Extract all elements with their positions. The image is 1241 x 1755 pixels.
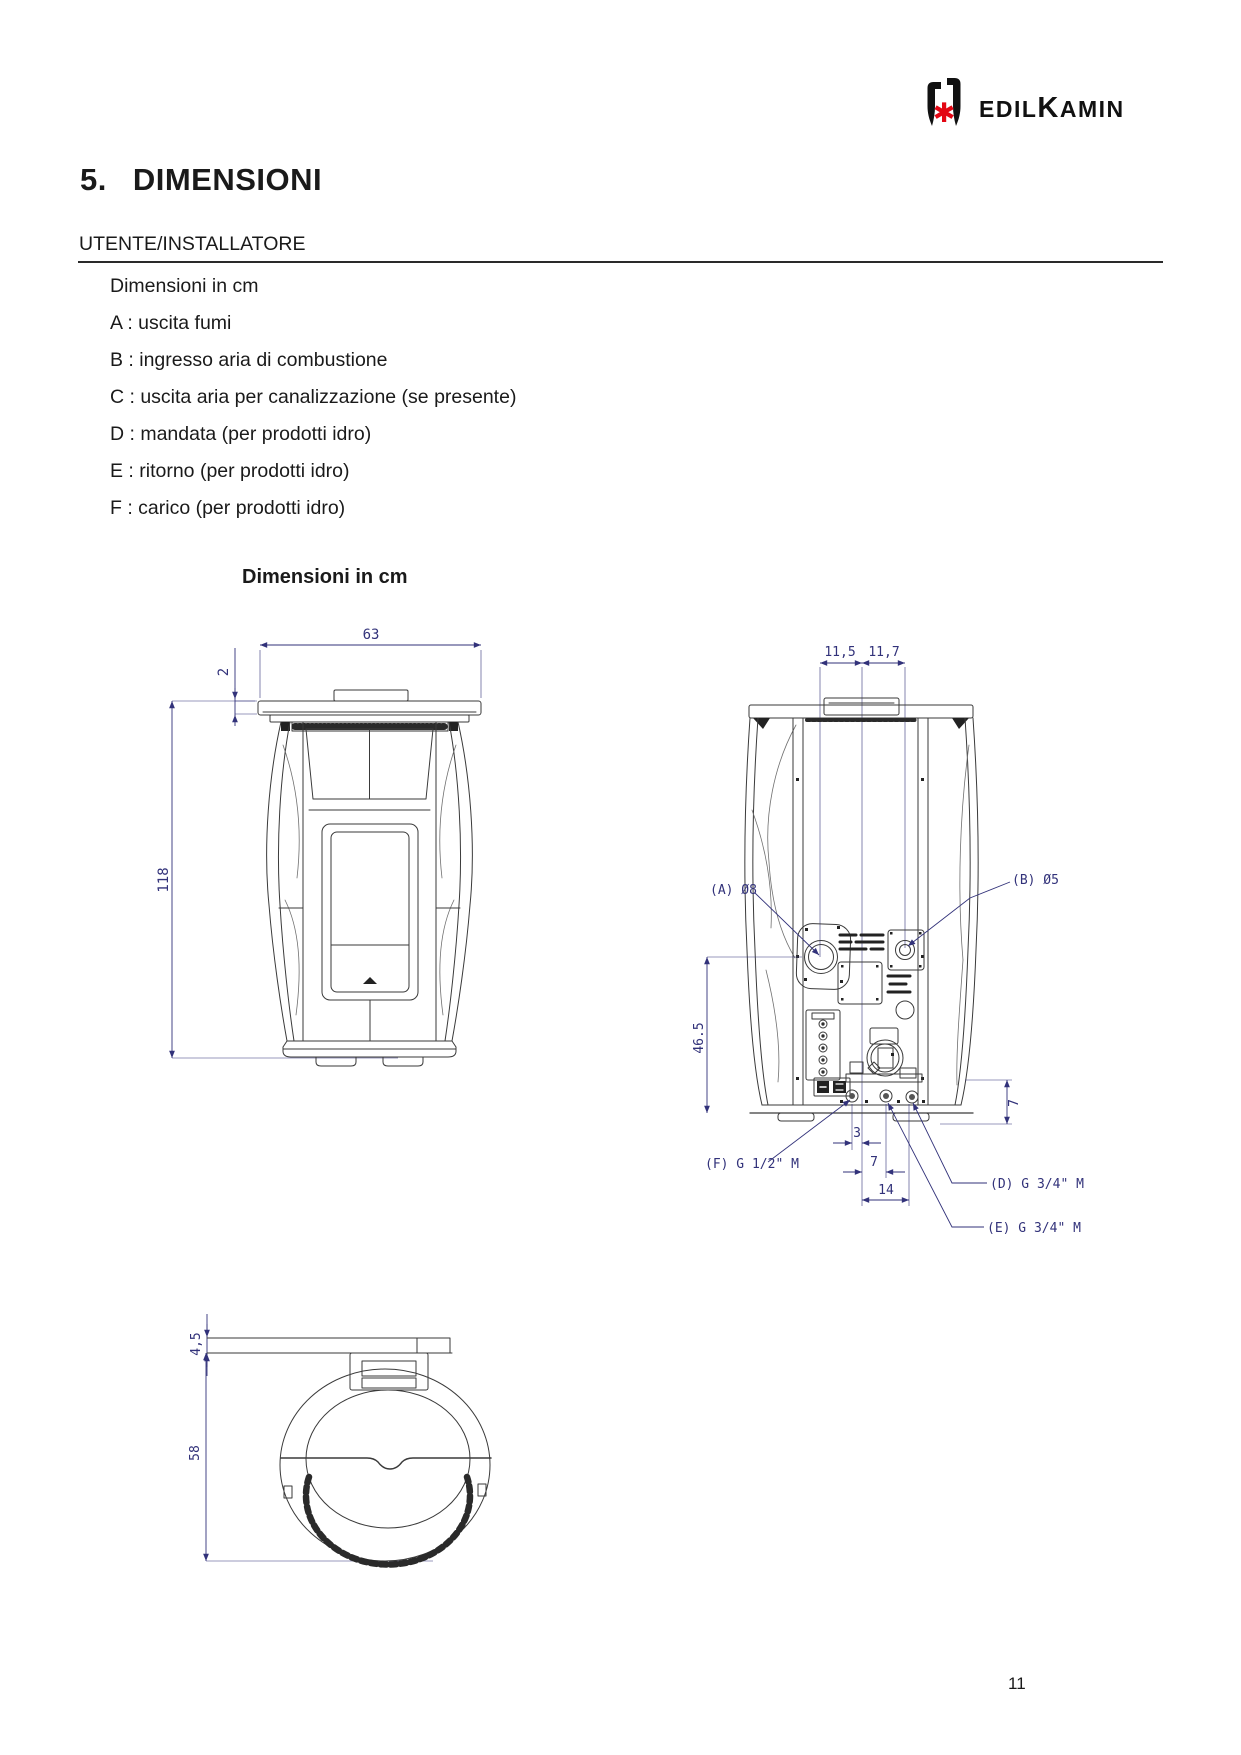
port-a-label: (A) Ø8: [710, 883, 757, 898]
page-number: 11: [1008, 1674, 1026, 1693]
legend-item-c: C : uscita aria per canalizzazione (se presente): [110, 386, 517, 408]
rear-bottom-dimensions: [833, 1104, 909, 1206]
top-depth-value: 58: [188, 1445, 203, 1461]
legend-item-e: E : ritorno (per prodotti idro): [110, 460, 350, 482]
front-width-dimension: [260, 627, 481, 698]
front-width-value: 63: [362, 627, 380, 643]
section-title: DIMENSIONI: [132, 162, 323, 197]
port-f-label: (F) G 1/2" M: [705, 1157, 799, 1172]
rear-view-drawing: [600, 610, 1180, 1250]
edilkamin-chimney-icon: [922, 76, 966, 128]
rear-flue-height-dimension: [692, 957, 802, 1113]
top-depth-dimension: [188, 1353, 433, 1561]
top-overhang-dimension: [189, 1314, 207, 1376]
brand-suffix: KAMIN: [1037, 92, 1125, 124]
logo-star-icon: ✱: [932, 98, 956, 128]
edilkamin-logo: [922, 76, 1125, 128]
legend-item-f: F : carico (per prodotti idro): [110, 497, 346, 519]
legend-item-b: B : ingresso aria di combustione: [110, 349, 388, 371]
rear-stove-outline: [745, 698, 978, 1121]
rear-top-left-value: 11,5: [824, 645, 856, 660]
legend-item-d: D : mandata (per prodotti idro): [110, 423, 372, 445]
front-top-dimension: [216, 648, 257, 726]
rear-dim-7: 7: [870, 1155, 878, 1170]
legend-item-a: A : uscita fumi: [110, 312, 232, 334]
brand-prefix: EDIL: [979, 96, 1038, 122]
audience-subtitle: UTENTE/INSTALLATORE: [79, 233, 306, 255]
rear-dim-3: 3: [853, 1126, 861, 1141]
top-stove-outline: [207, 1338, 491, 1564]
front-top-value: 2: [216, 667, 232, 677]
rear-port-height-dimension: [940, 1080, 1022, 1124]
top-overhang-value: 4,5: [189, 1332, 204, 1356]
section-number: 5.: [80, 162, 107, 197]
rear-port-labels: [705, 873, 1084, 1236]
rear-port-height-value: 7: [1007, 1099, 1022, 1107]
legend-intro: Dimensioni in cm: [110, 275, 259, 297]
rear-top-right-value: 11,7: [868, 645, 900, 660]
rear-top-dimensions: [820, 645, 905, 663]
figure-caption: Dimensioni in cm: [242, 566, 408, 588]
front-height-value: 118: [156, 867, 172, 893]
dimension-legend: [110, 268, 516, 527]
rear-flue-height-value: 46.5: [692, 1022, 707, 1054]
front-stove-outline: [258, 690, 481, 1066]
front-height-dimension: [156, 701, 398, 1058]
port-b-label: (B) Ø5: [1012, 873, 1059, 888]
subtitle-rule: [78, 261, 1163, 263]
rear-dim-14: 14: [878, 1183, 894, 1198]
section-heading: [80, 162, 322, 198]
brand-name: [979, 92, 1125, 128]
port-d-label: (D) G 3/4" M: [990, 1177, 1084, 1192]
port-e-label: (E) G 3/4" M: [987, 1221, 1081, 1236]
top-view-drawing: [150, 1290, 520, 1620]
front-view-drawing: [150, 610, 500, 1090]
